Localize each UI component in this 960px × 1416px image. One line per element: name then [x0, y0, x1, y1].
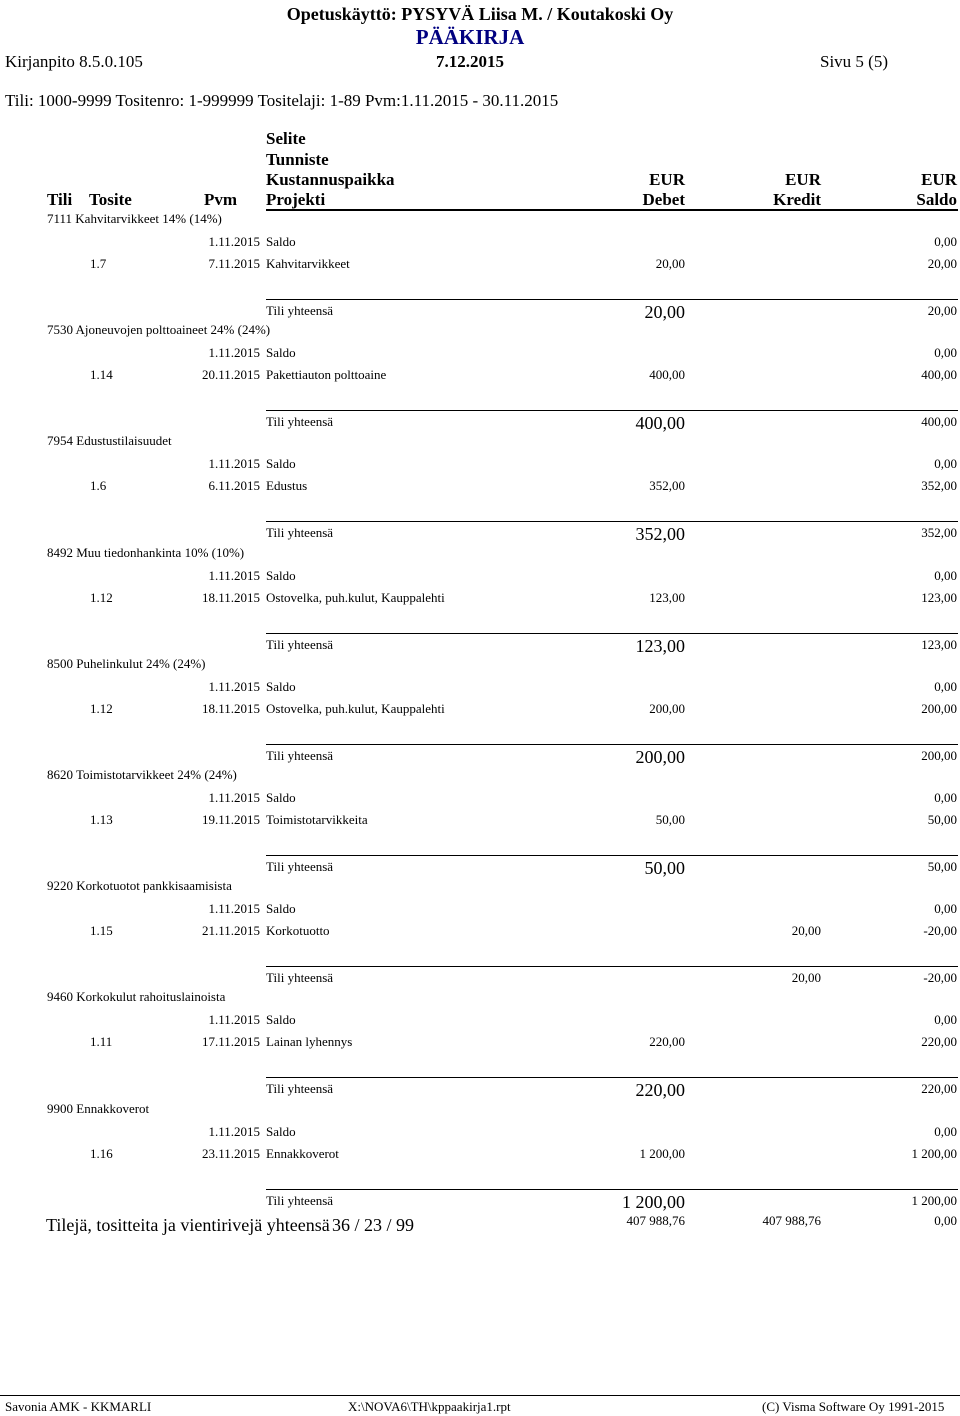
- account-total-rule: [266, 744, 958, 745]
- entry-date: 17.11.2015: [201, 1034, 260, 1049]
- entry-saldo: 400,00: [921, 367, 957, 382]
- entry-saldo: 50,00: [927, 812, 957, 827]
- account-total-label: Tili yhteensä: [266, 637, 334, 652]
- entry-date: 20.11.2015: [201, 367, 260, 382]
- account-title: 8492 Muu tiedonhankinta 10% (10%): [47, 545, 245, 560]
- opening-saldo: 0,00: [934, 679, 957, 694]
- entry-tosite: 1.6: [90, 478, 107, 493]
- entry-debet: 200,00: [649, 701, 685, 716]
- entry-kredit: 20,00: [791, 923, 821, 938]
- opening-saldo: 0,00: [934, 790, 957, 805]
- entry-saldo: 200,00: [921, 701, 957, 716]
- entry-description: Korkotuotto: [266, 923, 330, 938]
- account-total-debet: 220,00: [635, 1080, 685, 1100]
- account-total-rule: [266, 1189, 958, 1190]
- footer-rule: [0, 1395, 960, 1396]
- col-eur-saldo: EUR: [921, 170, 957, 189]
- account-total-saldo: 220,00: [921, 1081, 957, 1096]
- opening-date: 1.11.2015: [208, 901, 260, 916]
- entry-saldo: -20,00: [923, 923, 957, 938]
- report-title: PÄÄKIRJA: [415, 25, 525, 49]
- account-total-saldo: 352,00: [921, 525, 957, 540]
- account-total-rule: [266, 855, 958, 856]
- print-date: 7.12.2015: [436, 52, 504, 71]
- opening-label: Saldo: [266, 679, 296, 694]
- account-title: 9900 Ennakkoverot: [47, 1101, 150, 1116]
- entry-debet: 1 200,00: [639, 1146, 685, 1161]
- opening-saldo: 0,00: [934, 234, 957, 249]
- account-total-debet: 1 200,00: [622, 1192, 685, 1212]
- account-total-rule: [266, 966, 958, 967]
- entry-saldo: 220,00: [921, 1034, 957, 1049]
- account-total-rule: [266, 1077, 958, 1078]
- opening-label: Saldo: [266, 901, 296, 916]
- col-kustannuspaikka: Kustannuspaikka: [266, 170, 395, 189]
- account-total-debet: 200,00: [635, 747, 685, 767]
- opening-saldo: 0,00: [934, 1124, 957, 1139]
- opening-date: 1.11.2015: [208, 679, 260, 694]
- account-total-debet: 20,00: [644, 302, 685, 322]
- entry-date: 23.11.2015: [201, 1146, 260, 1161]
- account-title: 7530 Ajoneuvojen polttoaineet 24% (24%): [47, 322, 271, 337]
- col-tosite: Tosite: [89, 190, 132, 209]
- footer-center: X:\NOVA6\TH\kppaakirja1.rpt: [348, 1399, 511, 1414]
- account-total-rule: [266, 299, 958, 300]
- account-total-label: Tili yhteensä: [266, 1081, 334, 1096]
- account-total-label: Tili yhteensä: [266, 303, 334, 318]
- summary-saldo: 0,00: [934, 1213, 957, 1228]
- opening-date: 1.11.2015: [208, 568, 260, 583]
- entry-description: Ennakkoverot: [266, 1146, 339, 1161]
- opening-label: Saldo: [266, 456, 296, 471]
- footer-right: (C) Visma Software Oy 1991-2015: [762, 1399, 945, 1414]
- opening-saldo: 0,00: [934, 345, 957, 360]
- entry-description: Kahvitarvikkeet: [266, 256, 350, 271]
- account-total-label: Tili yhteensä: [266, 859, 334, 874]
- account-total-label: Tili yhteensä: [266, 525, 334, 540]
- entry-debet: 20,00: [655, 256, 685, 271]
- summary-label: Tilejä, tositteita ja vientirivejä yhteensä: [46, 1215, 330, 1235]
- opening-label: Saldo: [266, 568, 296, 583]
- col-kredit: Kredit: [773, 190, 821, 209]
- entry-tosite: 1.12: [90, 590, 113, 605]
- entry-debet: 220,00: [649, 1034, 685, 1049]
- entry-saldo: 352,00: [921, 478, 957, 493]
- page-number: Sivu 5 (5): [820, 52, 888, 71]
- account-total-saldo: 200,00: [921, 748, 957, 763]
- account-total-debet: 352,00: [635, 524, 685, 544]
- entry-date: 7.11.2015: [208, 256, 260, 271]
- opening-label: Saldo: [266, 1124, 296, 1139]
- opening-date: 1.11.2015: [208, 345, 260, 360]
- col-tili: Tili: [47, 190, 73, 209]
- account-total-label: Tili yhteensä: [266, 414, 334, 429]
- program-version: Kirjanpito 8.5.0.105: [5, 52, 143, 71]
- opening-date: 1.11.2015: [208, 1012, 260, 1027]
- opening-date: 1.11.2015: [208, 1124, 260, 1139]
- account-total-saldo: 50,00: [927, 859, 957, 874]
- col-tunniste: Tunniste: [266, 150, 329, 169]
- entry-debet: 50,00: [655, 812, 685, 827]
- account-total-rule: [266, 410, 958, 411]
- entry-debet: 352,00: [649, 478, 685, 493]
- entry-description: Edustus: [266, 478, 308, 493]
- entry-debet: 123,00: [649, 590, 685, 605]
- summary-counts: 36 / 23 / 99: [332, 1215, 415, 1235]
- entry-date: 19.11.2015: [201, 812, 260, 827]
- account-total-debet: 50,00: [644, 858, 685, 878]
- entry-saldo: 123,00: [921, 590, 957, 605]
- opening-saldo: 0,00: [934, 456, 957, 471]
- entry-saldo: 1 200,00: [911, 1146, 957, 1161]
- report-filter: Tili: 1000-9999 Tositenro: 1-999999 Tositelaji: 1-89 Pvm:1.11.2015 - 30.11.2015: [5, 91, 559, 110]
- col-selite: Selite: [266, 129, 306, 148]
- entry-description: Ostovelka, puh.kulut, Kauppalehti: [266, 590, 445, 605]
- footer-left: Savonia AMK - KKMARLI: [5, 1399, 152, 1414]
- opening-saldo: 0,00: [934, 568, 957, 583]
- entry-tosite: 1.11: [90, 1034, 113, 1049]
- account-total-saldo: 1 200,00: [911, 1193, 957, 1208]
- account-total-saldo: 20,00: [927, 303, 957, 318]
- entry-date: 21.11.2015: [201, 923, 260, 938]
- account-total-label: Tili yhteensä: [266, 748, 334, 763]
- entry-tosite: 1.16: [90, 1146, 113, 1161]
- account-total-saldo: -20,00: [923, 970, 957, 985]
- entry-tosite: 1.13: [90, 812, 113, 827]
- account-title: 7954 Edustustilaisuudet: [47, 433, 172, 448]
- entry-saldo: 20,00: [927, 256, 957, 271]
- entry-tosite: 1.14: [90, 367, 113, 382]
- col-eur-debet: EUR: [649, 170, 685, 189]
- account-total-rule: [266, 521, 958, 522]
- account-title: 7111 Kahvitarvikkeet 14% (14%): [47, 211, 222, 226]
- opening-saldo: 0,00: [934, 901, 957, 916]
- col-debet: Debet: [642, 190, 685, 209]
- account-total-saldo: 400,00: [921, 414, 957, 429]
- entry-description: Ostovelka, puh.kulut, Kauppalehti: [266, 701, 445, 716]
- opening-label: Saldo: [266, 1012, 296, 1027]
- entry-description: Toimistotarvikkeita: [266, 812, 368, 827]
- entry-date: 18.11.2015: [201, 701, 260, 716]
- col-saldo: Saldo: [916, 190, 957, 209]
- account-title: 8620 Toimistotarvikkeet 24% (24%): [47, 767, 237, 782]
- account-total-label: Tili yhteensä: [266, 970, 334, 985]
- entry-date: 6.11.2015: [208, 478, 260, 493]
- account-total-saldo: 123,00: [921, 637, 957, 652]
- entry-tosite: 1.15: [90, 923, 113, 938]
- account-title: 8500 Puhelinkulut 24% (24%): [47, 656, 206, 671]
- opening-saldo: 0,00: [934, 1012, 957, 1027]
- opening-date: 1.11.2015: [208, 234, 260, 249]
- opening-date: 1.11.2015: [208, 456, 260, 471]
- account-total-debet: 123,00: [635, 636, 685, 656]
- opening-date: 1.11.2015: [208, 790, 260, 805]
- opening-label: Saldo: [266, 790, 296, 805]
- company-name: Opetuskäyttö: PYSYVÄ Liisa M. / Koutakoski Oy: [286, 4, 674, 24]
- account-total-rule: [266, 633, 958, 634]
- entry-debet: 400,00: [649, 367, 685, 382]
- col-projekti: Projekti: [266, 190, 326, 209]
- entry-date: 18.11.2015: [201, 590, 260, 605]
- account-total-debet: 400,00: [635, 413, 685, 433]
- account-title: 9460 Korkokulut rahoituslainoista: [47, 989, 226, 1004]
- summary-debet: 407 988,76: [626, 1213, 685, 1228]
- account-title: 9220 Korkotuotot pankkisaamisista: [47, 878, 232, 893]
- account-total-label: Tili yhteensä: [266, 1193, 334, 1208]
- account-total-kredit: 20,00: [791, 970, 821, 985]
- opening-label: Saldo: [266, 345, 296, 360]
- header-rule: [266, 209, 958, 211]
- entry-description: Pakettiauton polttoaine: [266, 367, 387, 382]
- opening-label: Saldo: [266, 234, 296, 249]
- summary-kredit: 407 988,76: [762, 1213, 821, 1228]
- entry-tosite: 1.7: [90, 256, 107, 271]
- entry-description: Lainan lyhennys: [266, 1034, 353, 1049]
- entry-tosite: 1.12: [90, 701, 113, 716]
- col-eur-kredit: EUR: [785, 170, 821, 189]
- col-pvm: Pvm: [204, 190, 238, 209]
